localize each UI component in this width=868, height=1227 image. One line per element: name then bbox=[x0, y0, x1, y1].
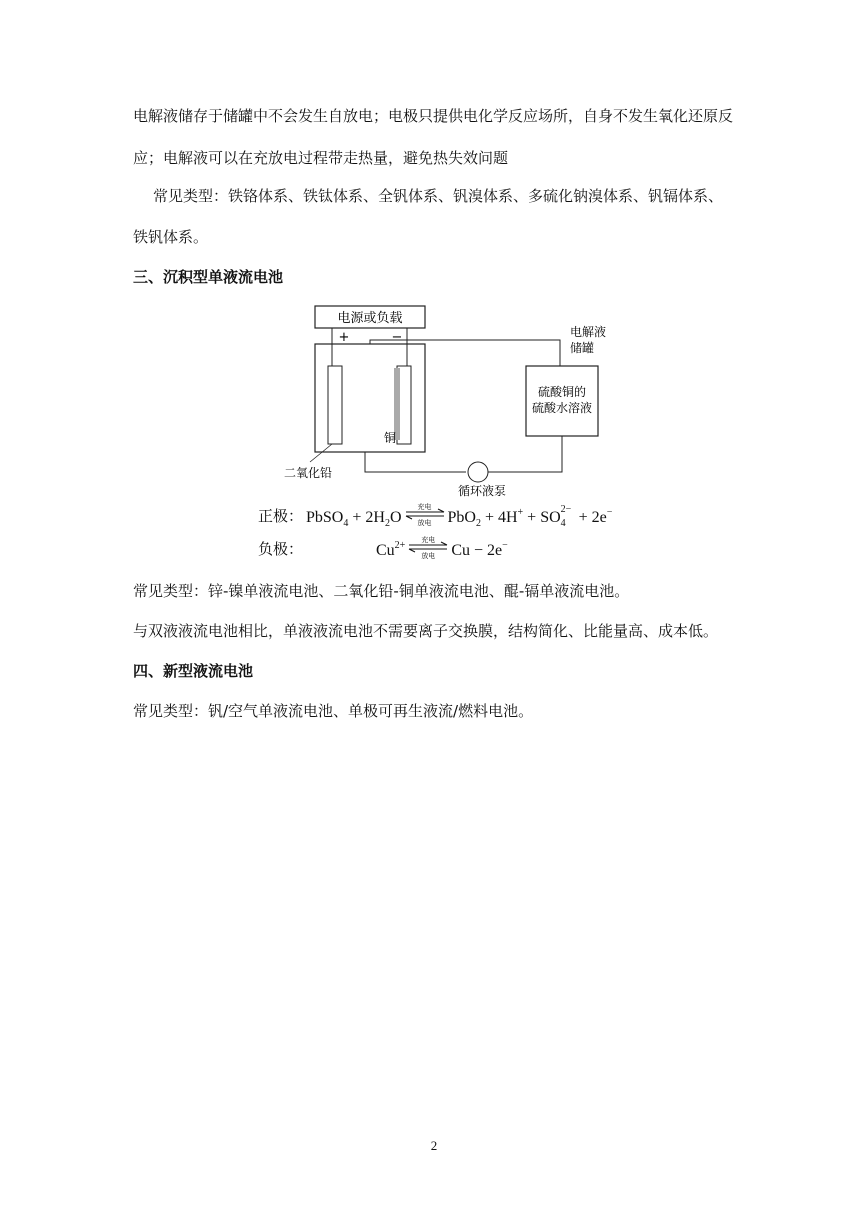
section-heading-3: 三、沉积型单液流电池 bbox=[133, 268, 284, 286]
lead-dioxide-electrode bbox=[328, 366, 342, 444]
negative-equation: $Cu^{2+}$ 充电 放电 Cu − 2e− bbox=[376, 536, 508, 560]
page-number: 2 bbox=[430, 1138, 438, 1153]
copper-label: 铜 bbox=[384, 431, 397, 445]
paragraph-line: 常见类型：钒/空气单液流电池、单极可再生液流/燃料电池。 bbox=[133, 702, 534, 720]
lead-dioxide-label: 二氧化铅 bbox=[284, 466, 333, 480]
positive-label: 正极： bbox=[258, 507, 304, 525]
tank-label-1: 电解液 bbox=[570, 325, 607, 339]
section-heading-4: 四、新型液流电池 bbox=[133, 662, 254, 680]
pump-label: 循环液泵 bbox=[458, 484, 507, 498]
tank-content-1: 硫酸铜的 bbox=[537, 385, 587, 399]
flow-battery-diagram bbox=[270, 296, 630, 506]
pump bbox=[468, 462, 488, 482]
paragraph-line: 常见类型：铁铬体系、铁钛体系、全钒体系、钒溴体系、多硫化钠溴体系、钒镉体系、 bbox=[153, 187, 724, 205]
equilibrium-arrow: 充电 放电 bbox=[407, 537, 449, 557]
paragraph-line: 应；电解液可以在充放电过程带走热量，避免热失效问题 bbox=[133, 149, 509, 167]
paragraph-line: 铁钒体系。 bbox=[133, 228, 209, 246]
paragraph-line: 常见类型：锌-镍单液流电池、二氧化铅-铜单液流电池、醌-镉单液流电池。 bbox=[133, 582, 630, 600]
tank-label-2: 储罐 bbox=[570, 341, 595, 355]
equilibrium-arrow: 充电 放电 bbox=[404, 504, 446, 524]
power-box-label: 电源或负载 bbox=[337, 311, 403, 326]
copper-deposit bbox=[394, 368, 400, 440]
minus-sign: − bbox=[391, 330, 403, 345]
paragraph-line: 电解液储存于储罐中不会发生自放电；电极只提供电化学反应场所，自身不发生氧化还原反 bbox=[133, 107, 734, 125]
positive-equation: PbSO$_4$ + $2H_2O$ 充电 放电 PbO$_2$ + 4H+ + SO 2− 4 + 2e− bbox=[306, 503, 613, 529]
negative-label: 负极： bbox=[258, 540, 304, 558]
plus-sign: + bbox=[338, 330, 350, 345]
tank-content-2: 硫酸水溶液 bbox=[531, 401, 593, 415]
paragraph-line: 与双液液流电池相比，单液液流电池不需要离子交换膜，结构简化、比能量高、成本低。 bbox=[133, 622, 719, 640]
